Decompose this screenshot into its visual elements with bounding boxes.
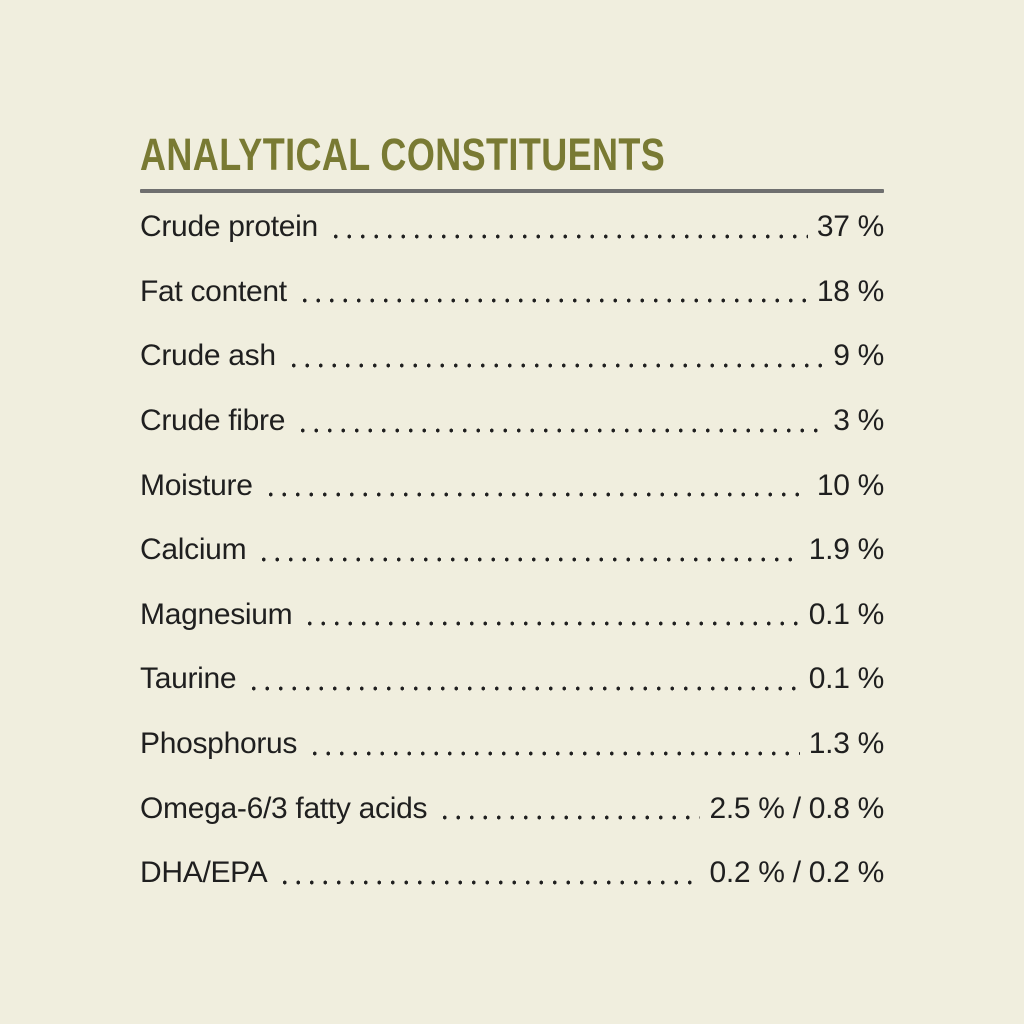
table-row bbox=[140, 647, 884, 712]
dotted-leader bbox=[278, 841, 700, 906]
table-row bbox=[140, 195, 884, 260]
dotted-leader bbox=[296, 389, 824, 454]
table-row bbox=[140, 324, 884, 389]
table-row bbox=[140, 841, 884, 906]
constituent-value: 9 % bbox=[833, 339, 884, 373]
table-row bbox=[140, 453, 884, 518]
dotted-leader bbox=[287, 324, 824, 389]
dotted-leader bbox=[298, 260, 808, 325]
constituent-label: Crude ash bbox=[140, 339, 276, 373]
constituent-value: 0.1 % bbox=[808, 662, 884, 696]
constituent-label: Magnesium bbox=[140, 597, 293, 631]
constituents-table bbox=[140, 195, 884, 906]
dotted-leader bbox=[308, 712, 800, 777]
constituent-label: Taurine bbox=[140, 662, 237, 696]
constituent-label: Omega-6/3 fatty acids bbox=[140, 791, 428, 825]
panel-title: ANALYTICAL CONSTITUENTS bbox=[140, 129, 666, 180]
dotted-leader bbox=[264, 453, 808, 518]
constituent-label: Phosphorus bbox=[140, 727, 298, 761]
constituent-label: Crude protein bbox=[140, 210, 318, 244]
dotted-leader bbox=[438, 776, 700, 841]
constituent-label: Fat content bbox=[140, 274, 287, 308]
table-row bbox=[140, 389, 884, 454]
table-row bbox=[140, 583, 884, 648]
title-divider bbox=[140, 189, 884, 193]
constituent-label: DHA/EPA bbox=[140, 856, 268, 890]
constituent-value: 18 % bbox=[816, 274, 884, 308]
table-row bbox=[140, 712, 884, 777]
dotted-leader bbox=[247, 647, 799, 712]
table-row bbox=[140, 776, 884, 841]
analytical-constituents-panel bbox=[140, 130, 884, 906]
dotted-leader bbox=[257, 518, 800, 583]
constituent-value: 1.3 % bbox=[808, 727, 884, 761]
constituent-value: 3 % bbox=[833, 404, 884, 438]
table-row bbox=[140, 518, 884, 583]
table-row bbox=[140, 260, 884, 325]
constituent-value: 37 % bbox=[816, 210, 884, 244]
constituent-value: 0.2 % / 0.2 % bbox=[709, 856, 884, 890]
constituent-value: 10 % bbox=[816, 468, 884, 502]
constituent-value: 2.5 % / 0.8 % bbox=[709, 791, 884, 825]
constituent-value: 0.1 % bbox=[808, 597, 884, 631]
constituent-label: Calcium bbox=[140, 533, 247, 567]
constituent-label: Moisture bbox=[140, 468, 253, 502]
constituent-label: Crude fibre bbox=[140, 404, 286, 438]
dotted-leader bbox=[329, 195, 808, 260]
dotted-leader bbox=[303, 583, 799, 648]
constituent-value: 1.9 % bbox=[808, 533, 884, 567]
